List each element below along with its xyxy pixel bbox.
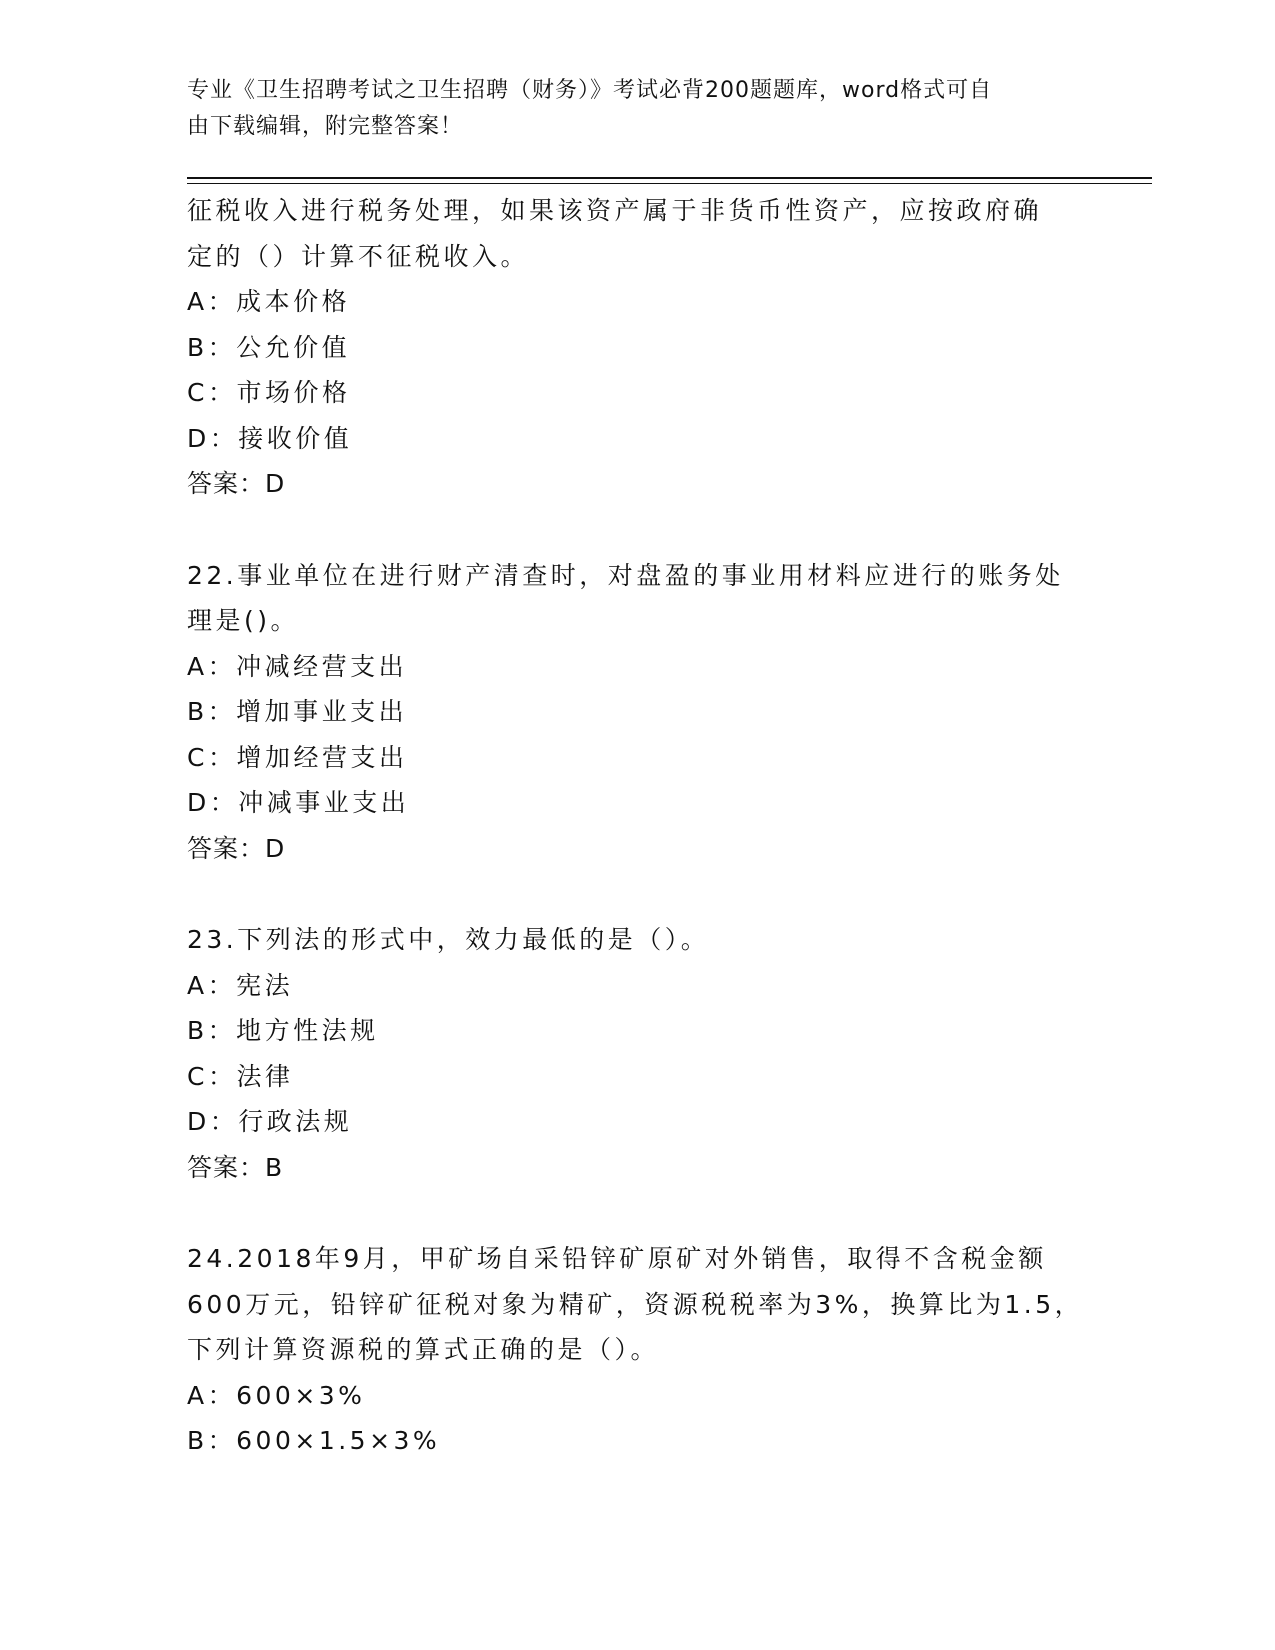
question-stem-line: 22.事业单位在进行财产清查时，对盘盈的事业用材料应进行的账务处 (187, 560, 1064, 590)
option-b: B：地方性法规 (187, 1016, 379, 1045)
answer-line: 答案：B (187, 1152, 284, 1182)
question-stem-line: 23.下列法的形式中，效力最低的是（）。 (187, 925, 710, 954)
header-divider-thick (187, 177, 1152, 179)
header-divider-thin (187, 183, 1152, 184)
option-d: D：冲减事业支出 (187, 788, 410, 817)
option-a: A：冲减经营支出 (187, 651, 408, 681)
option-b: B：公允价值 (187, 332, 351, 362)
option-b: B：600×1.5×3% (187, 1426, 441, 1455)
question-stem-line: 下列计算资源税的算式正确的是（）。 (187, 1335, 660, 1364)
question-block (187, 1236, 1087, 1464)
question-gap (187, 871, 1087, 917)
header-title-line-1: 专业《卫生招聘考试之卫生招聘（财务）》考试必背200题题库，word格式可自 (187, 78, 993, 103)
question-block (187, 917, 1087, 1190)
question-gap (187, 507, 1087, 553)
question-stem-line: 征税收入进行税务处理，如果该资产属于非货币性资产，应按政府确 (187, 196, 1043, 225)
answer-line: 答案：D (187, 833, 286, 863)
option-d: D：行政法规 (187, 1107, 353, 1136)
option-c: C：市场价格 (187, 378, 351, 407)
header-title-line-2: 由下载编辑，附完整答案！ (187, 114, 464, 139)
option-d: D：接收价值 (187, 423, 353, 453)
question-stem-line: 600万元，铅锌矿征税对象为精矿，资源税税率为3%，换算比为1.5， (187, 1289, 1084, 1319)
question-stem-line: 24.2018年9月，甲矿场自采铅锌矿原矿对外销售，取得不含税金额 (187, 1244, 1047, 1273)
question-gap (187, 1190, 1087, 1236)
option-a: A：600×3% (187, 1380, 366, 1410)
question-list (187, 188, 1087, 1464)
document-header (187, 73, 1087, 145)
question-stem-line: 理是()。 (187, 606, 300, 635)
question-block (187, 553, 1087, 872)
question-stem-line: 定的（）计算不征税收入。 (187, 241, 530, 271)
question-block (187, 188, 1087, 507)
option-c: C：增加经营支出 (187, 742, 408, 772)
option-b: B：增加事业支出 (187, 697, 408, 726)
option-c: C：法律 (187, 1061, 294, 1091)
answer-line: 答案：D (187, 469, 286, 498)
option-a: A：宪法 (187, 970, 294, 1000)
option-a: A：成本价格 (187, 287, 351, 316)
